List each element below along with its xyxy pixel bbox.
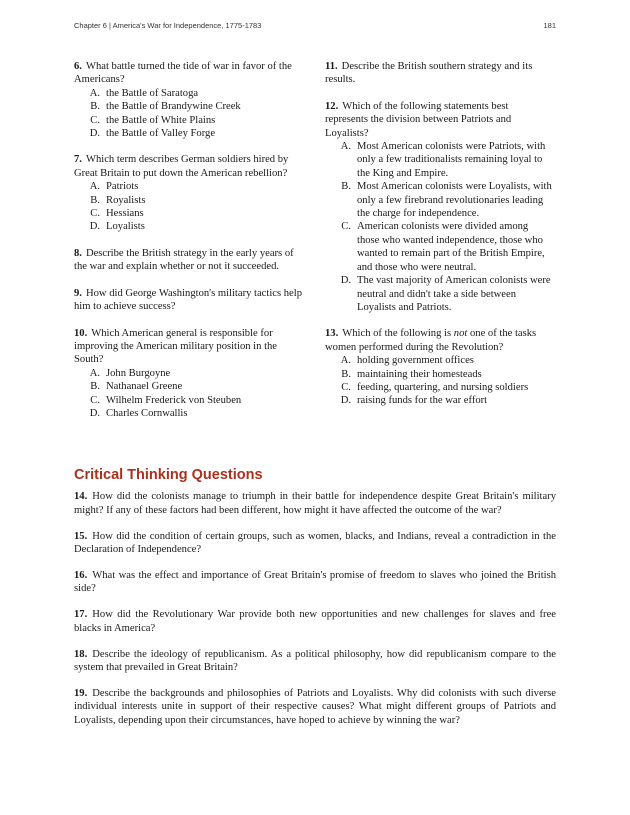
option-letter: A. — [340, 141, 351, 153]
option-text: Wilhelm Frederick von Steuben — [106, 394, 242, 406]
option-text: Charles Cornwallis — [106, 407, 188, 419]
option-letter: D. — [89, 407, 100, 419]
question-number: 17. — [74, 609, 88, 621]
question-15 — [74, 530, 556, 557]
page-header — [74, 21, 556, 30]
page-number: 181 — [543, 21, 556, 30]
critical-thinking-section — [74, 469, 556, 740]
options-list — [325, 140, 553, 314]
option — [325, 274, 553, 314]
options-list — [74, 180, 302, 234]
option-letter: B. — [90, 101, 100, 113]
option-text: Hessians — [106, 208, 144, 220]
option-letter: D. — [89, 221, 100, 233]
option-text: Patriots — [106, 181, 139, 193]
option-letter: B. — [90, 194, 100, 206]
section-title: Critical Thinking Questions — [74, 467, 263, 483]
question-stem: Which of the following statements best represents the division between Patriots and Loyalists? — [325, 100, 512, 139]
option-text: Royalists — [106, 194, 146, 206]
option-text: The vast majority of American colonists were neutral and didn't take a side between Loyalists and Patriots. — [357, 275, 551, 313]
option-letter: C. — [341, 221, 351, 233]
question-text: Describe the ideology of republicanism. As a political philosophy, how did republicanism compare to the system that prevailed in Great Britain? — [74, 648, 556, 674]
question-16 — [74, 569, 556, 596]
question-12 — [325, 100, 553, 315]
question-number: 16. — [74, 570, 88, 582]
question-8 — [74, 247, 302, 274]
option-text: the Battle of Valley Forge — [106, 128, 216, 140]
question-number: 7. — [74, 154, 82, 166]
option-letter: B. — [341, 181, 351, 193]
question-stem: Which term describes German soldiers hired by Great Britain to put down the American rebellion? — [74, 154, 289, 179]
option-text: raising funds for the war effort — [357, 395, 488, 407]
option-text: feeding, quartering, and nursing soldiers — [357, 381, 529, 393]
question-text: Describe the backgrounds and philosophies of Patriots and Loyalists. Why did colonists with such diverse individual interests unite in support of their respective causes? What might different groups of Patriots and Loyalists, depending upon their circumstances, have hoped to achieve by winning the war? — [74, 687, 556, 726]
option — [325, 354, 553, 367]
option — [74, 367, 302, 380]
right-column — [325, 60, 553, 421]
question-number: 18. — [74, 648, 88, 660]
question-6 — [74, 60, 302, 140]
question-text: How did the colonists manage to triumph in their battle for independence despite Great Britain's military might? If any of these factors had been different, how might it have affected the outcome of the war? — [74, 491, 556, 516]
question-text: How did the condition of certain groups, such as women, blacks, and Indians, reveal a contradiction in the Declaration of Independence? — [74, 530, 556, 556]
question-stem-emphasis: not — [453, 328, 468, 340]
option — [325, 368, 553, 381]
option-letter: C. — [90, 114, 100, 126]
question-number: 19. — [74, 687, 88, 699]
question-stem-before: Which of the following is — [342, 328, 452, 340]
option-text: Nathanael Greene — [106, 381, 183, 393]
option-letter: A. — [89, 181, 100, 193]
question-stem: Which American general is responsible for improving the American military position in the South? — [74, 327, 278, 366]
option-text: Most American colonists were Loyalists, with only a few firebrand revolutionaries leading the charge for independence. — [357, 181, 552, 220]
option — [325, 220, 553, 274]
question-text: How did the Revolutionary War provide both new opportunities and new challenges for slaves and free blacks in America? — [74, 609, 556, 634]
option — [74, 220, 302, 233]
question-number: 9. — [74, 287, 82, 299]
option-text: the Battle of Brandywine Creek — [106, 101, 241, 113]
option — [74, 394, 302, 407]
option — [74, 207, 302, 220]
options-list — [74, 367, 302, 421]
option-letter: C. — [341, 381, 351, 393]
question-stem: Describe the British southern strategy and its results. — [325, 61, 533, 86]
option-text: American colonists were divided among those who wanted independence, those who wanted to remain part of the British Empire, and those who were neutral. — [357, 221, 545, 273]
option — [74, 380, 302, 393]
option — [325, 180, 553, 220]
question-10 — [74, 327, 302, 421]
question-number: 13. — [325, 328, 339, 340]
question-text: What was the effect and importance of Great Britain's promise of freedom to slaves who joined the British side? — [74, 570, 556, 595]
left-column — [74, 60, 302, 433]
option-letter: A. — [89, 87, 100, 99]
option-text: maintaining their homesteads — [357, 368, 482, 380]
option — [325, 140, 553, 180]
question-13 — [325, 327, 553, 407]
question-19 — [74, 687, 556, 727]
option — [74, 194, 302, 207]
question-number: 8. — [74, 247, 82, 259]
question-11 — [325, 60, 553, 87]
option-text: John Burgoyne — [106, 367, 171, 379]
option-letter: A. — [340, 355, 351, 367]
question-stem: How did George Washington's military tactics help him to achieve success? — [74, 287, 302, 313]
question-number: 11. — [325, 61, 338, 72]
question-17 — [74, 608, 556, 635]
question-number: 12. — [325, 100, 339, 112]
option-text: holding government offices — [357, 355, 474, 367]
option-text: Loyalists — [106, 221, 145, 233]
question-number: 14. — [74, 491, 88, 503]
option-letter: C. — [90, 208, 100, 220]
option — [74, 114, 302, 127]
question-stem-after: one of the tasks women performed during the Revolution? — [325, 328, 537, 353]
option — [325, 394, 553, 407]
option-letter: C. — [90, 394, 100, 406]
option-letter: B. — [341, 368, 351, 380]
question-7 — [74, 153, 302, 233]
option-text: Most American colonists were Patriots, with only a few traditionalists remaining loyal to the King and Empire. — [357, 141, 546, 179]
question-stem: What battle turned the tide of war in favor of the Americans? — [74, 61, 292, 86]
option — [74, 87, 302, 100]
option — [74, 127, 302, 140]
option — [74, 180, 302, 193]
option-letter: D. — [340, 275, 351, 287]
question-number: 15. — [74, 530, 88, 542]
question-number: 6. — [74, 61, 82, 72]
question-9 — [74, 287, 302, 314]
options-list — [74, 87, 302, 141]
question-14 — [74, 490, 556, 517]
option-letter: D. — [340, 395, 351, 407]
option-text: the Battle of Saratoga — [106, 87, 199, 99]
option — [325, 381, 553, 394]
question-stem: Describe the British strategy in the early years of the war and explain whether or not it succeeded. — [74, 247, 294, 273]
option — [74, 407, 302, 420]
option — [74, 100, 302, 113]
option-letter: B. — [90, 381, 100, 393]
option-letter: A. — [89, 367, 100, 379]
chapter-title: Chapter 6 | America's War for Independence, 1775-1783 — [74, 21, 262, 30]
option-letter: D. — [89, 128, 100, 140]
question-number: 10. — [74, 327, 88, 339]
option-text: the Battle of White Plains — [106, 114, 216, 126]
options-list — [325, 354, 553, 408]
question-18 — [74, 648, 556, 675]
